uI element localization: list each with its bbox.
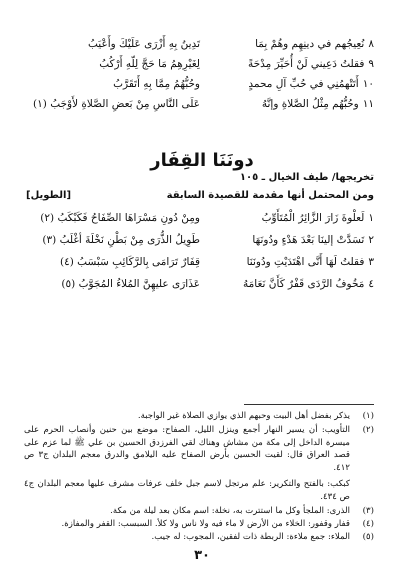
verse-line bbox=[0, 78, 404, 92]
verse-first-hemistich: تَسَدَّتْ إلينَا بَعْدَ هَدْءٍ ودُونَهَا bbox=[252, 234, 365, 246]
verse-line bbox=[0, 58, 404, 72]
footnote-text: الملاء: جمع ملاءة: الربطة ذات لفقين، المجوب: له جيب. bbox=[151, 532, 350, 542]
verse-line bbox=[0, 38, 404, 52]
verse-first-hemistich: فقلتُ دَعِيني لَنْ أُحَيِّرَ مِدْحَةً bbox=[248, 58, 365, 70]
verse-second-hemistich: قِفَارٌ تَرَامَى بِالرَّكَائِبِ سَبْسَبُ (٤) bbox=[60, 256, 200, 268]
verse-first-hemistich: نُعِيجُهم في دينِهِم وهُمْ بِمَا bbox=[255, 38, 365, 50]
verse-number: ٤ bbox=[368, 278, 374, 290]
footnote-divider bbox=[244, 404, 374, 405]
footnote bbox=[24, 531, 374, 544]
footnote-number: (٤) bbox=[362, 519, 374, 529]
meter-label: [الطويل] bbox=[26, 190, 72, 201]
verse-second-hemistich: تَدِينُ بِهِ أَزْرَى عَلَيْكَ وأَعْيَبُ bbox=[87, 38, 200, 50]
verse-number: ٢ bbox=[368, 234, 374, 246]
verse-second-hemistich: وحُبُّهُمُ مِمَّا بِهِ أَتَقَرَّبُ bbox=[113, 78, 200, 90]
verse-line bbox=[0, 212, 404, 226]
verse-line bbox=[0, 256, 404, 270]
footnote-number: (٣) bbox=[362, 506, 374, 516]
verse-first-hemistich: فقلتُ لَهَا أَنَّى اهْتَدَيْتِ ودُونَنَا bbox=[246, 256, 365, 268]
footnote-text: كبكب: بالفتح والتكرير: علم مرتجل لاسم جبل خلف عرفات مشرف عليها معجم البلدان ج٤ ص ٤٣٤. bbox=[24, 479, 350, 502]
verse-line bbox=[0, 98, 404, 112]
footnote bbox=[24, 410, 374, 423]
footnote-number: (٥) bbox=[362, 532, 374, 542]
footnote-text: يذكر بفضل أهل البيت وحبهم الذي يوازي الصلاة غير الواجبة. bbox=[137, 411, 350, 421]
verse-line bbox=[0, 234, 404, 248]
verse-second-hemistich: عَلَى النَّاسِ مِنْ بَعضِ الصَّلاةِ لأَوْجَبُ (١) bbox=[33, 98, 200, 110]
section-title: دونَنَا القِفَار bbox=[150, 150, 254, 171]
verse-number: ١٠ bbox=[362, 78, 374, 90]
verse-second-hemistich: ومِنْ دُونِ مَسْرَاهَا الصِّفَاحُ فَكَبْكَبُ (٢) bbox=[40, 212, 200, 224]
footnote bbox=[24, 478, 374, 504]
verse-first-hemistich: أَتَتْهمُنِي في حُبِّ آلِ محمدٍ bbox=[248, 78, 359, 90]
verse-second-hemistich: طَوِيلُ الذُّرَى مِنْ بَطْنِ نَخْلَةَ أغْلَبُ (٣) bbox=[42, 234, 200, 246]
verse-number: ١ bbox=[368, 212, 374, 224]
page-number: ٣٠ bbox=[194, 548, 210, 563]
verse-number: ٩ bbox=[368, 58, 374, 70]
footnote-number: (٢) bbox=[362, 425, 374, 435]
verse-line bbox=[0, 278, 404, 292]
verse-number: ٣ bbox=[368, 256, 374, 268]
footnote-text: التأويب: أن يسير النهار أجمع وينزل الليل، الصفاح: موضع بين حنين وأنصاب الحرم على ميسرة الداخل إلى مكة من مشاش وهناك لقي الفرزدق الحسين بن علي ﷺ لما عزم على قصد العراق قال: لقيت الحسين بأرض الصفاح عليه اليلامق والدرق معجم البلدان ج٣ ص ٤١٢. bbox=[24, 425, 351, 473]
footnote bbox=[24, 505, 374, 518]
footnote-number: (١) bbox=[362, 411, 374, 421]
verse-second-hemistich: عَذَارَى عليهِنَّ المُلاءُ المُجَوَّبُ (٥) bbox=[61, 278, 200, 290]
verse-number: ١١ bbox=[362, 98, 374, 110]
takhrij-line: تخريجها/ طيف الخيال ـ ١٠٥ bbox=[239, 172, 374, 183]
footnote bbox=[24, 518, 374, 531]
verse-first-hemistich: وحُبُّهُم مِثْلُ الصَّلاةِ وإنَّهُ bbox=[261, 98, 359, 110]
footnote-text: الذرى: الملجأ وكل ما استترت به، نخلة: اسم مكان بعد ليلة من مكة. bbox=[110, 506, 350, 516]
verse-first-hemistich: لَعلْوةَ زَارَ الزَّائِرُ الْمُتَأَوِّبُ bbox=[261, 212, 365, 224]
verse-number: ٨ bbox=[368, 38, 374, 50]
footnote bbox=[24, 424, 374, 476]
verse-first-hemistich: مَخُوفُ الرَّدَى قَفْرٌ كَأَنَّ نَعَامَهُ bbox=[243, 278, 365, 290]
source-note: ومن المحتمل أنها مقدمة للقصيدة السابقة bbox=[166, 190, 374, 201]
verse-second-hemistich: لِغَيْرِهِمُ مَا حَجَّ لِلّهِ أَرْكُبُ bbox=[99, 58, 200, 70]
footnote-text: قفار وقفور: الخلاء من الأرض لا ماء فيه ولا ناس ولا كلأ. السبسب: القفر والمفازة. bbox=[61, 519, 350, 529]
